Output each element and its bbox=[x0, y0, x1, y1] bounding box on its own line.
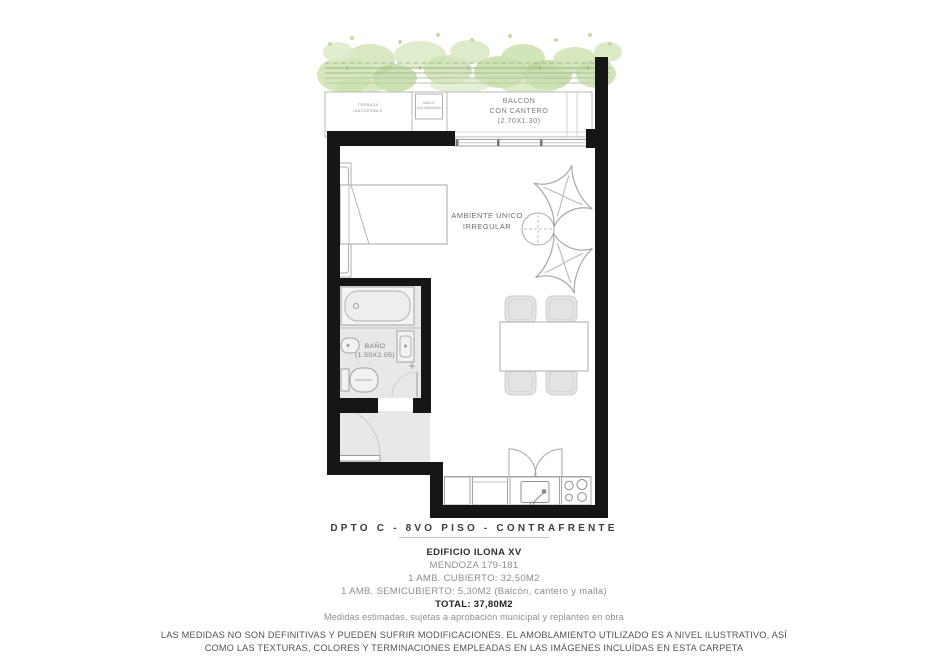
disclaimer-line1: LAS MEDIDAS NO SON DEFINITIVAS Y PUEDEN SUFRIR MODIFICACIONES. EL AMOBLAMIENTO UTILIZADO ES A NIVEL ILUSTRATIVO, ASÍ bbox=[160, 630, 788, 640]
disclaimer bbox=[0, 629, 948, 655]
balcony-strip bbox=[325, 92, 592, 137]
info-block bbox=[0, 523, 948, 622]
dining-table bbox=[500, 322, 588, 371]
terraza-label-line2: INACCESIBLE bbox=[353, 109, 383, 113]
plan-title: DPTO C - 8VO PISO - CONTRAFRENTE bbox=[330, 523, 618, 534]
bathroom-sink bbox=[341, 338, 359, 353]
entry-floor bbox=[340, 411, 430, 462]
bathtub bbox=[341, 287, 414, 325]
bathroom-vanity bbox=[397, 331, 414, 362]
building-address: MENDOZA 179-181 bbox=[429, 560, 519, 571]
bed bbox=[332, 163, 447, 277]
total-area: TOTAL: 37,80M2 bbox=[435, 599, 513, 610]
wall-right bbox=[595, 57, 608, 518]
wall-bath-right bbox=[421, 278, 431, 413]
wall-left bbox=[327, 131, 340, 475]
bano-label-line1: BAÑO bbox=[364, 343, 386, 350]
ambiente-label-line2: IRREGULAR bbox=[462, 222, 512, 231]
building-name: EDIFICIO ILONA XV bbox=[426, 547, 522, 558]
semicovered-area: 1 AMB. SEMICUBIERTO: 5,30M2 (Balcón, cantero y malla) bbox=[341, 586, 607, 597]
malla-label-line2: GALVANIZADA bbox=[416, 106, 442, 110]
dining-set bbox=[500, 296, 588, 395]
kitchen bbox=[444, 449, 591, 506]
dining-chair bbox=[505, 368, 536, 395]
balcon-label-line3: (2.70X1.30) bbox=[497, 116, 541, 125]
wall-entry-bottom bbox=[327, 462, 443, 475]
ambiente-label-line1: AMBIENTE UNICO bbox=[451, 211, 523, 220]
round-table bbox=[522, 213, 554, 245]
malla-label-line1: MALLA bbox=[423, 101, 435, 105]
dining-chair bbox=[505, 296, 536, 323]
balcon-label-line1: BALCON bbox=[502, 96, 536, 105]
dining-chair bbox=[546, 296, 577, 323]
wall-bath-bottom-left bbox=[327, 398, 378, 413]
dining-chair bbox=[546, 368, 577, 395]
kitchen-cabinet bbox=[473, 477, 508, 505]
covered-area: 1 AMB. CUBIERTO: 32,50M2 bbox=[408, 573, 540, 584]
kitchen-cabinet bbox=[445, 477, 471, 505]
closet-double-doors bbox=[509, 449, 562, 476]
measurement-note: Medidas estimadas, sujetas a aprobación municipal y replanteo en obra bbox=[324, 612, 624, 622]
wall-pier bbox=[586, 129, 608, 148]
title-underline bbox=[399, 537, 549, 538]
foliage-band bbox=[317, 33, 622, 94]
balcony-sliding-door bbox=[455, 140, 590, 147]
toilet bbox=[341, 368, 378, 392]
wall-bath-top bbox=[333, 278, 430, 286]
stove bbox=[562, 477, 592, 505]
terraza-label-line1: TERRAZA bbox=[357, 103, 379, 107]
bano-label-line2: (1.50X2.05) bbox=[355, 352, 395, 359]
wall-bath-bottom-right bbox=[413, 398, 431, 413]
balcon-label-line2: CON CANTERO bbox=[489, 106, 549, 115]
wall-top bbox=[327, 131, 455, 146]
wall-bottom bbox=[430, 505, 608, 518]
disclaimer-line2: COMO LAS TEXTURAS, COLORES Y TERMINACIONES EMPLEADAS EN LAS IMÁGENES INCLUÍDAS EN ESTA CARPETA bbox=[204, 643, 744, 653]
kitchen-sink bbox=[510, 477, 560, 506]
